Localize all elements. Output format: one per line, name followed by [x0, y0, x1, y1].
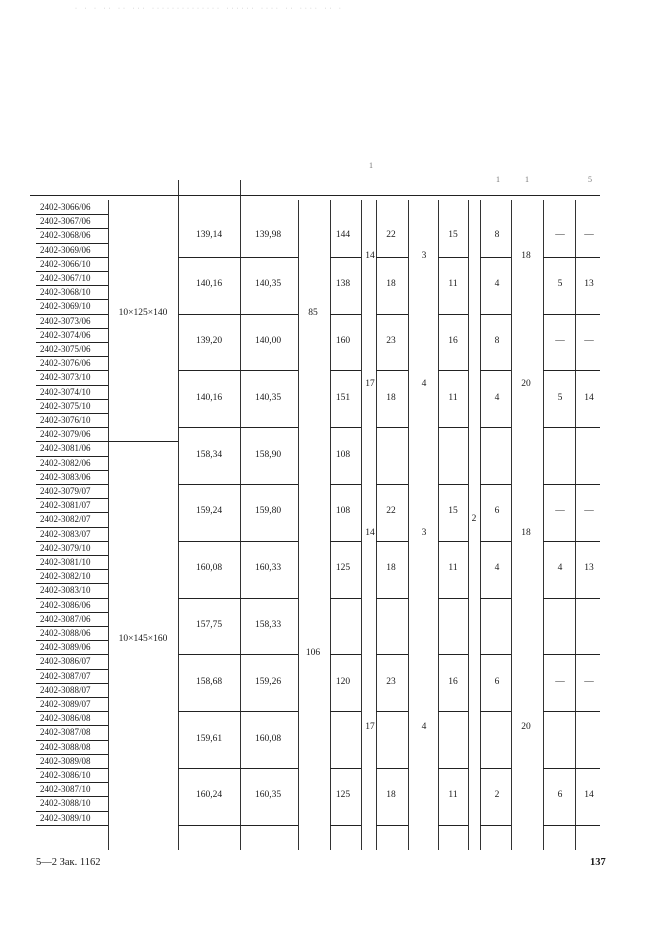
cell-c1: 160,24	[195, 790, 223, 801]
cell-c2: 160,33	[254, 563, 282, 574]
group-rule	[376, 711, 408, 712]
cell-c7: 4	[557, 563, 563, 574]
cell-c3: 120	[335, 676, 351, 687]
cell-c6: 8	[494, 229, 500, 240]
row-rule	[36, 413, 108, 414]
table-row-code: 2402-3079/10	[40, 542, 91, 553]
table-row-code: 2402-3089/06	[40, 642, 91, 653]
group-rule	[480, 257, 511, 258]
size-label: 10×125×140	[118, 307, 168, 318]
row-rule	[36, 555, 108, 556]
span-value: 2	[471, 513, 477, 524]
group-rule	[480, 314, 511, 315]
table-row-code: 2402-3083/07	[40, 528, 91, 539]
cell-c2: 139,98	[254, 229, 282, 240]
group-rule	[543, 484, 600, 485]
row-rule	[36, 697, 108, 698]
group-rule	[330, 768, 361, 769]
column-rule	[511, 200, 512, 850]
table-row-code: 2402-3081/10	[40, 557, 91, 567]
table-row-code: 2402-3083/06	[40, 471, 91, 482]
table-row-code: 2402-3086/06	[40, 599, 91, 610]
table-row-code: 2402-3087/06	[40, 613, 91, 624]
row-rule	[36, 740, 108, 741]
group-rule	[438, 370, 468, 371]
cell-c8: 14	[584, 790, 594, 801]
header-column-mark: 1	[496, 175, 500, 184]
cell-c8: 14	[584, 392, 594, 403]
cell-c2: 140,35	[254, 279, 282, 290]
row-rule	[36, 484, 108, 485]
row-rule	[36, 370, 108, 371]
span-value: 6	[494, 506, 500, 517]
table-row-code: 2402-3082/06	[40, 457, 91, 468]
cell-c2: 160,35	[254, 790, 282, 801]
cell-c4: 18	[386, 563, 396, 574]
column-rule	[408, 200, 409, 850]
table-row-code: 2402-3079/07	[40, 486, 91, 496]
cell-c8: 13	[584, 279, 594, 290]
row-rule	[36, 399, 108, 400]
row-rule	[36, 725, 108, 726]
cell-c3: 160	[335, 336, 351, 346]
cell-c7: 6	[557, 790, 563, 801]
table-row-code: 2402-3066/10	[40, 258, 91, 269]
row-rule	[36, 711, 108, 712]
cell-c1: 160,08	[195, 563, 223, 574]
group-rule	[543, 541, 600, 542]
table-row-code: 2402-3067/06	[40, 216, 91, 227]
row-rule	[36, 640, 108, 641]
cell-c5: 15	[448, 229, 458, 240]
table-row-code: 2402-3088/10	[40, 798, 91, 809]
table-row-code: 2402-3076/06	[40, 358, 91, 369]
cell-c7: —	[555, 676, 565, 687]
cell-c6: 4	[494, 392, 500, 403]
size-label: 10×145×160	[118, 634, 168, 645]
table-row-code: 2402-3074/10	[40, 386, 91, 397]
span-value: 3	[421, 250, 427, 261]
row-rule	[36, 768, 108, 769]
group-rule	[480, 427, 511, 428]
group-rule	[543, 711, 600, 712]
row-rule	[36, 456, 108, 457]
group-rule	[543, 768, 600, 769]
span-value: 14	[365, 250, 375, 261]
cell-c6: 4	[494, 563, 500, 574]
cell-c2: 159,80	[254, 506, 282, 517]
row-rule	[36, 612, 108, 613]
group-rule	[330, 370, 361, 371]
cell-c2: 140,35	[254, 392, 282, 403]
cell-c5: 11	[448, 279, 458, 290]
span-value: 18	[521, 250, 531, 261]
column-rule	[575, 200, 576, 850]
group-rule	[543, 427, 600, 428]
group-rule	[543, 654, 600, 655]
group-rule	[330, 654, 361, 655]
cell-c8: 13	[584, 563, 594, 574]
group-rule	[438, 654, 468, 655]
cell-c7: 5	[557, 279, 563, 290]
cell-c8: —	[584, 336, 594, 346]
table-row-code: 2402-3066/06	[40, 202, 91, 212]
row-rule	[36, 683, 108, 684]
column-rule	[438, 200, 439, 850]
span-value: 3	[421, 527, 427, 538]
group-rule	[543, 257, 600, 258]
cell-c7: —	[555, 229, 565, 240]
column-rule	[178, 180, 179, 850]
column-rule	[468, 200, 469, 850]
row-rule	[36, 825, 108, 826]
table-row-code: 2402-3068/06	[40, 230, 91, 241]
row-rule	[36, 782, 108, 783]
cell-c1: 158,68	[195, 676, 223, 687]
row-rule	[36, 498, 108, 499]
column-rule	[361, 200, 362, 850]
cell-c1: 140,16	[195, 392, 223, 403]
row-rule	[36, 314, 108, 315]
row-rule	[36, 385, 108, 386]
footer-order-number: 5—2 Зак. 1162	[36, 857, 101, 868]
group-rule	[178, 370, 298, 371]
row-rule	[36, 796, 108, 797]
table-row-code: 2402-3073/10	[40, 372, 91, 383]
row-rule	[36, 754, 108, 755]
group-rule	[376, 427, 408, 428]
cell-c1: 139,14	[195, 229, 223, 240]
table-row-code: 2402-3081/06	[40, 443, 91, 454]
group-rule	[543, 370, 600, 371]
table-row-code: 2402-3068/10	[40, 287, 91, 298]
size-rule	[108, 441, 178, 442]
group-rule	[480, 768, 511, 769]
row-rule	[36, 470, 108, 471]
group-rule	[376, 314, 408, 315]
cell-c3: 151	[335, 392, 351, 403]
cell-c7: —	[555, 336, 565, 346]
header-column-mark: 5	[588, 175, 592, 184]
group-rule	[543, 598, 600, 599]
cell-c5: 11	[448, 563, 458, 574]
table-row-code: 2402-3089/07	[40, 699, 91, 709]
group-rule	[438, 541, 468, 542]
cell-c4: 23	[386, 336, 396, 346]
table-row-code: 2402-3076/10	[40, 415, 91, 425]
table-row-code: 2402-3086/07	[40, 656, 91, 667]
group-rule	[376, 598, 408, 599]
cell-c8: —	[584, 229, 594, 240]
cell-c2: 158,90	[254, 449, 282, 460]
table-row-code: 2402-3079/06	[40, 429, 91, 440]
group-rule	[438, 484, 468, 485]
row-rule	[36, 342, 108, 343]
header-rule	[30, 195, 600, 196]
group-rule	[480, 541, 511, 542]
table-row-code: 2402-3086/08	[40, 713, 91, 724]
cell-c5: 11	[448, 790, 458, 801]
column-rule	[376, 200, 377, 850]
table-row-code: 2402-3088/07	[40, 684, 91, 695]
row-rule	[36, 512, 108, 513]
row-rule	[36, 243, 108, 244]
group-rule	[376, 768, 408, 769]
cell-c3: 108	[335, 506, 351, 517]
column-rule	[480, 200, 481, 850]
group-rule	[330, 314, 361, 315]
row-rule	[36, 299, 108, 300]
cell-c5: 16	[448, 336, 458, 346]
span-value: 106	[305, 648, 321, 659]
table-row-code: 2402-3088/08	[40, 741, 91, 752]
row-rule	[36, 214, 108, 215]
cell-c6: 8	[494, 336, 500, 346]
span-value: 17	[365, 378, 375, 389]
row-rule	[36, 228, 108, 229]
column-rule	[543, 200, 544, 850]
group-rule	[376, 484, 408, 485]
column-rule	[108, 200, 109, 850]
group-rule	[330, 484, 361, 485]
group-rule	[376, 257, 408, 258]
cell-c2: 158,33	[254, 620, 282, 630]
cell-c4: 18	[386, 392, 396, 403]
row-rule	[36, 626, 108, 627]
cell-c2: 160,08	[254, 733, 282, 744]
group-rule	[330, 711, 361, 712]
table-row-code: 2402-3075/10	[40, 400, 91, 411]
row-rule	[36, 654, 108, 655]
cell-c6: 6	[494, 676, 500, 687]
group-rule	[480, 654, 511, 655]
group-rule	[178, 654, 298, 655]
group-rule	[330, 427, 361, 428]
cell-c4: 23	[386, 676, 396, 687]
group-rule	[330, 825, 361, 826]
column-rule	[298, 200, 299, 850]
cell-c7: 5	[557, 392, 563, 403]
group-rule	[480, 370, 511, 371]
cell-c3: 125	[335, 790, 351, 801]
group-rule	[438, 598, 468, 599]
cell-c4: 18	[386, 790, 396, 801]
span-value: 85	[308, 307, 318, 318]
table-row-code: 2402-3087/07	[40, 670, 91, 681]
cell-c2: 140,00	[254, 336, 282, 346]
row-rule	[36, 285, 108, 286]
header-column-mark: 1	[525, 175, 529, 184]
row-rule	[36, 271, 108, 272]
span-value: 4	[421, 722, 427, 733]
span-value: 14	[365, 527, 375, 538]
table-row-code: 2402-3087/10	[40, 784, 91, 795]
row-rule	[36, 811, 108, 812]
group-rule	[543, 314, 600, 315]
row-rule	[36, 257, 108, 258]
group-rule	[438, 314, 468, 315]
group-rule	[178, 825, 298, 826]
group-rule	[178, 541, 298, 542]
group-rule	[480, 711, 511, 712]
group-rule	[178, 598, 298, 599]
group-rule	[330, 257, 361, 258]
group-rule	[480, 484, 511, 485]
row-rule	[36, 598, 108, 599]
table-row-code: 2402-3087/08	[40, 727, 91, 738]
group-rule	[438, 427, 468, 428]
cell-c4: 18	[386, 279, 396, 290]
group-rule	[438, 257, 468, 258]
cell-c1: 140,16	[195, 279, 223, 290]
header-column-mark: 1	[369, 161, 373, 170]
cell-c3: 144	[335, 229, 351, 240]
cell-c6: 2	[494, 790, 500, 801]
span-value: 17	[365, 722, 375, 733]
column-rule	[240, 180, 241, 850]
span-value: —	[584, 506, 594, 517]
group-rule	[438, 825, 468, 826]
row-rule	[36, 583, 108, 584]
cell-c4: 22	[386, 229, 396, 240]
group-rule	[330, 541, 361, 542]
table-row-code: 2402-3088/06	[40, 628, 91, 638]
group-rule	[376, 370, 408, 371]
span-value: 22	[386, 506, 396, 517]
span-value: 15	[448, 506, 458, 517]
cell-c6: 4	[494, 279, 500, 290]
table-row-code: 2402-3083/10	[40, 585, 91, 596]
group-rule	[438, 711, 468, 712]
group-rule	[178, 314, 298, 315]
group-rule	[178, 768, 298, 769]
group-rule	[480, 598, 511, 599]
group-rule	[438, 768, 468, 769]
span-value: 18	[521, 527, 531, 538]
cell-c3: 108	[335, 449, 351, 460]
table-row-code: 2402-3073/06	[40, 315, 91, 326]
cell-c2: 159,26	[254, 676, 282, 687]
group-rule	[543, 825, 600, 826]
span-value: 20	[521, 722, 531, 733]
cell-c1: 159,24	[195, 506, 223, 517]
cell-c5: 16	[448, 676, 458, 687]
span-value: 4	[421, 378, 427, 389]
row-rule	[36, 427, 108, 428]
row-rule	[36, 441, 108, 442]
row-rule	[36, 669, 108, 670]
cell-c3: 125	[335, 563, 351, 574]
column-rule	[330, 200, 331, 850]
group-rule	[178, 257, 298, 258]
row-rule	[36, 527, 108, 528]
cell-c1: 157,75	[195, 620, 223, 630]
group-rule	[178, 711, 298, 712]
cell-c1: 158,34	[195, 449, 223, 460]
cell-c3: 138	[335, 279, 351, 290]
row-rule	[36, 541, 108, 542]
span-value: 20	[521, 378, 531, 389]
table-row-code: 2402-3074/06	[40, 329, 91, 340]
blurred-header-text: · · · ·· ·· ··· ·············· ······ ···· ·· ···· ·· ·	[75, 6, 344, 12]
table-row-code: 2402-3089/08	[40, 755, 91, 766]
table-row-code: 2402-3067/10	[40, 273, 91, 283]
group-rule	[178, 484, 298, 485]
cell-c1: 159,61	[195, 733, 223, 744]
table-row-code: 2402-3082/07	[40, 514, 91, 525]
row-rule	[36, 569, 108, 570]
row-rule	[36, 356, 108, 357]
group-rule	[376, 654, 408, 655]
group-rule	[376, 825, 408, 826]
group-rule	[178, 427, 298, 428]
span-value: —	[555, 506, 565, 517]
table-row-code: 2402-3082/10	[40, 571, 91, 582]
group-rule	[376, 541, 408, 542]
group-rule	[480, 825, 511, 826]
cell-c1: 139,20	[195, 336, 223, 346]
table-row-code: 2402-3075/06	[40, 344, 91, 354]
page-number: 137	[590, 857, 606, 868]
table-row-code: 2402-3089/10	[40, 812, 91, 823]
table-row-code: 2402-3086/10	[40, 770, 91, 780]
row-rule	[36, 328, 108, 329]
table-row-code: 2402-3069/06	[40, 244, 91, 255]
cell-c5: 11	[448, 392, 458, 403]
group-rule	[330, 598, 361, 599]
table-row-code: 2402-3081/07	[40, 500, 91, 511]
cell-c8: —	[584, 676, 594, 687]
table-row-code: 2402-3069/10	[40, 301, 91, 312]
